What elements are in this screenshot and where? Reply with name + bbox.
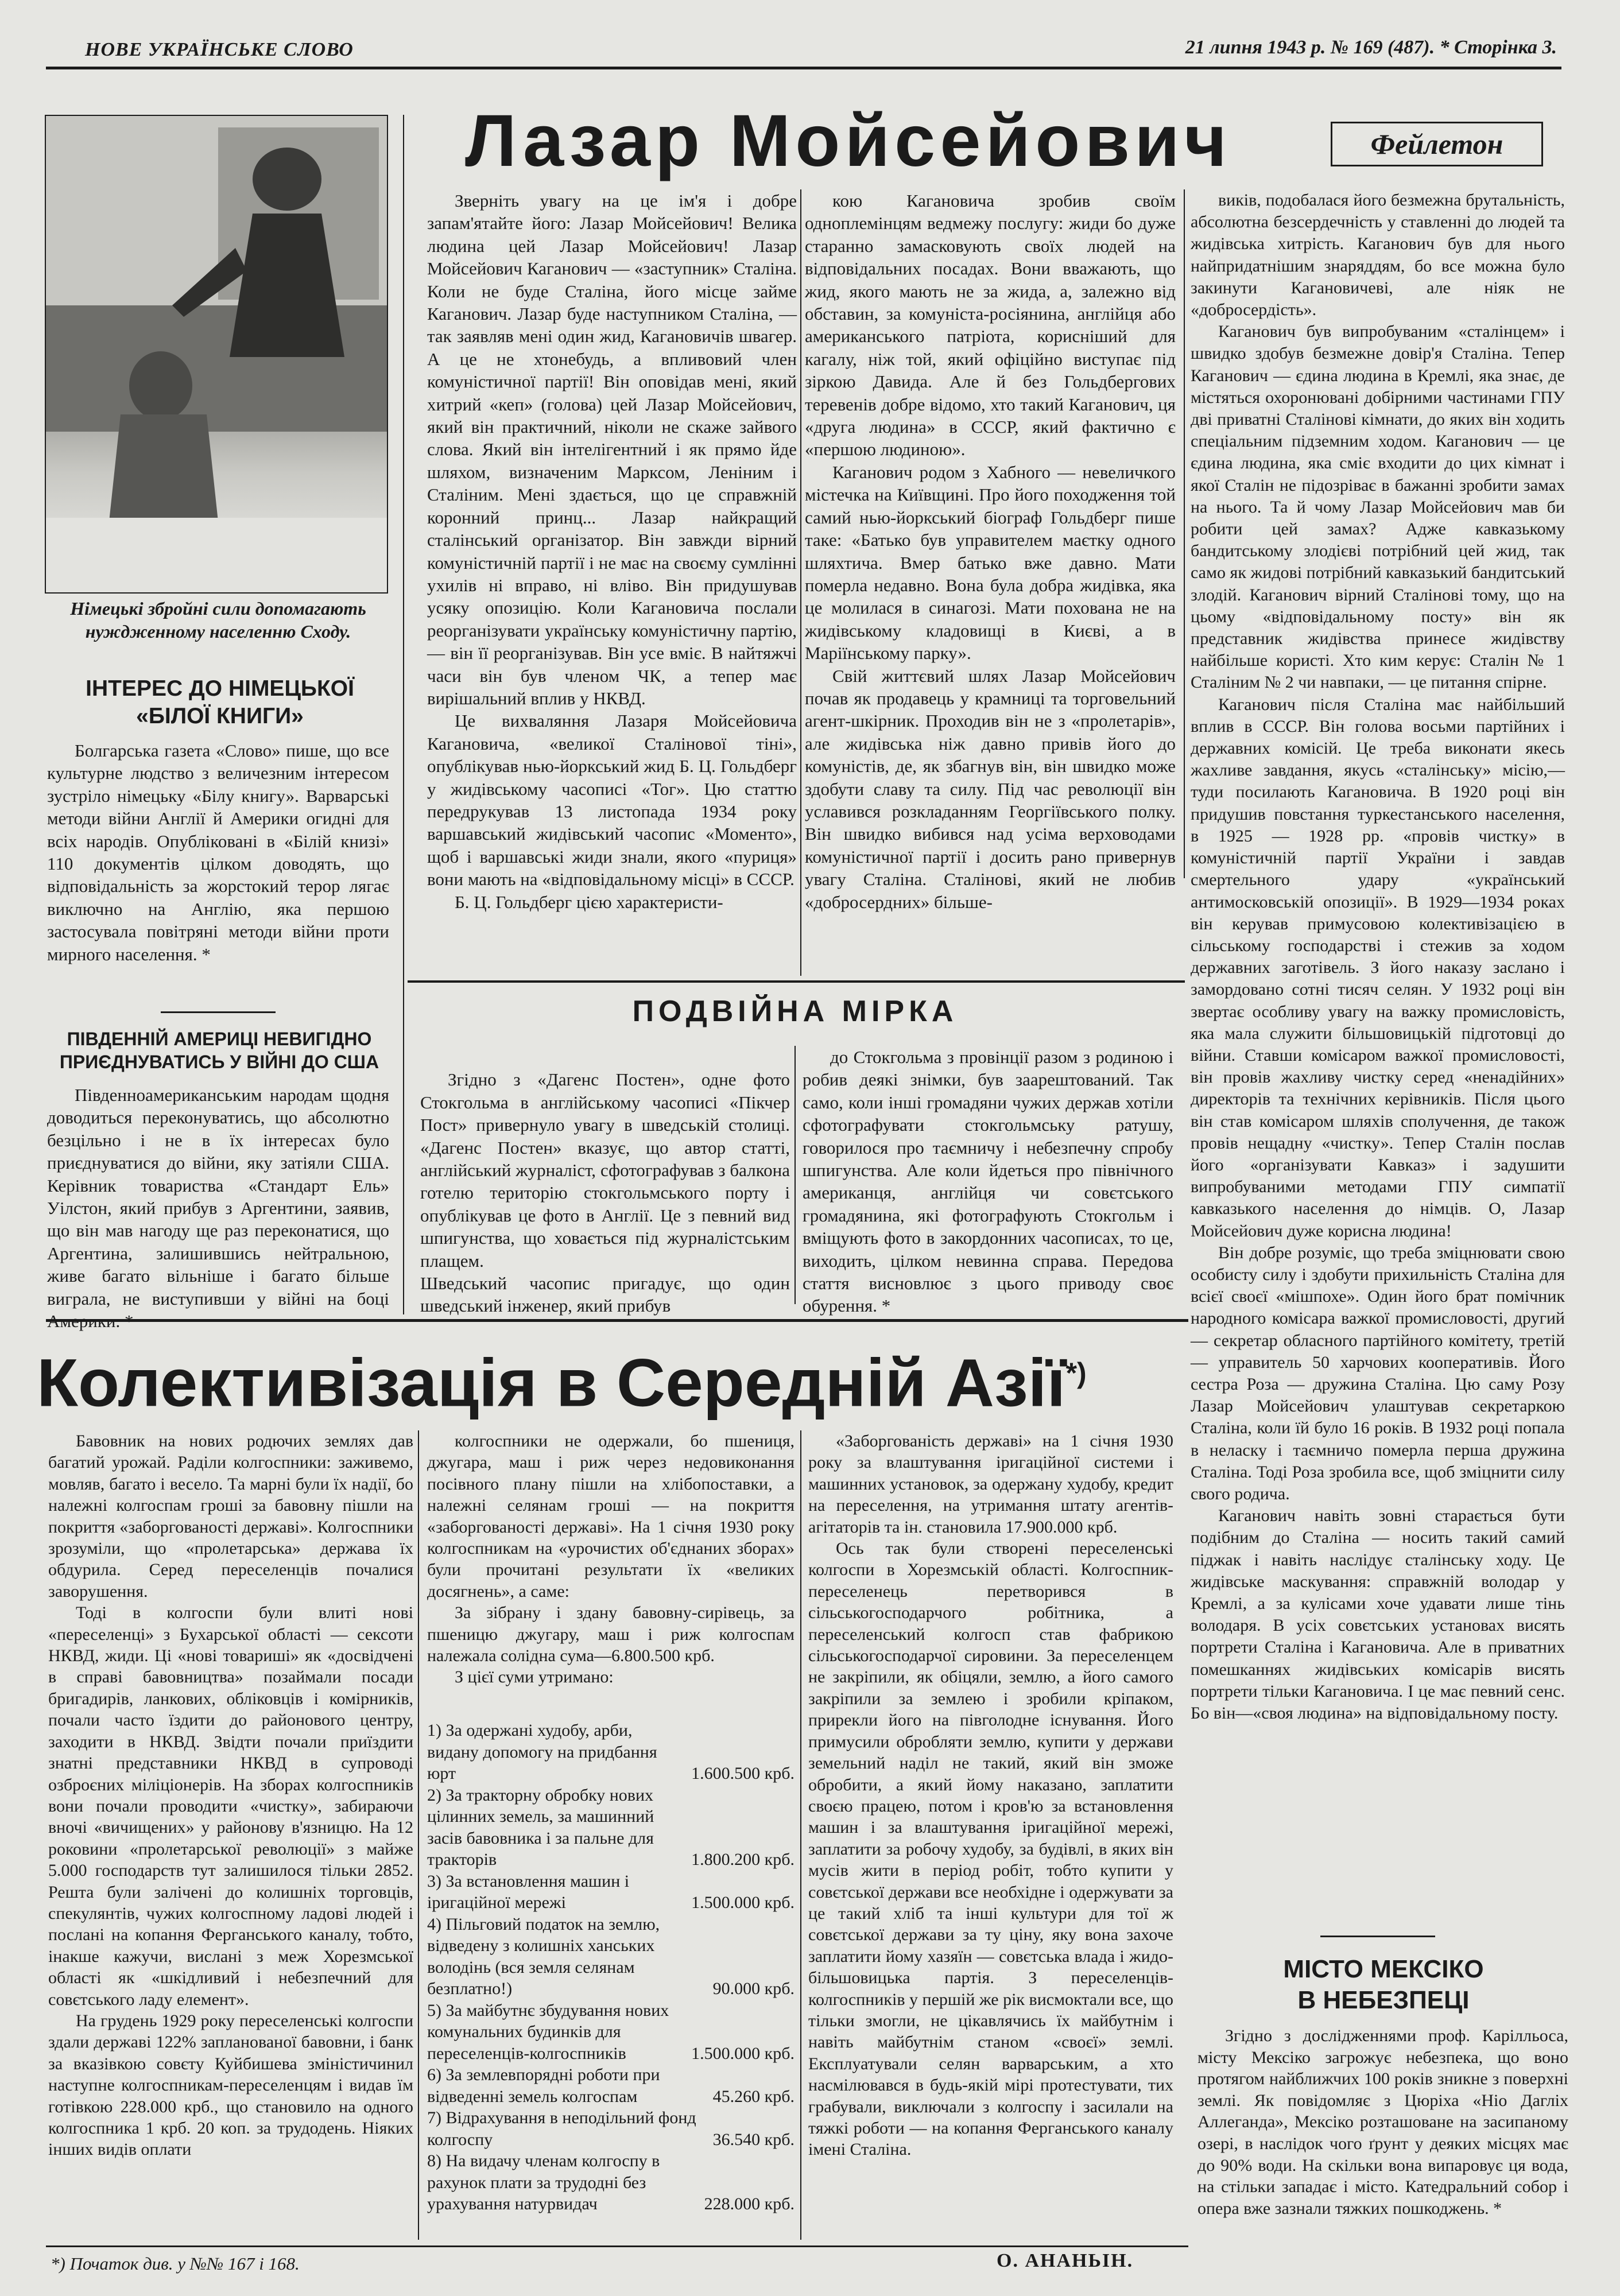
south-america-paragraph: Південноамериканським народам щодня доводиться переконуватись, що абсолютно безцільно і не в їх інтересах було приєднуватися до війни, яку затіяли США. Керівник товариства «Стандарт Ель» Уілстон, який прибув з Аргентини, заявив, що він мав нагоду ще раз переконатися, що Аргентина, залишившись нейтральною, живе багато вільніше і багато більше виграла, не виступивши у війні на боці (47, 1085, 389, 1309)
ledger-label: 5) За майбутнє збудування нових комунальних будинків для переселенців-колгоспників (427, 2000, 669, 2063)
feuilleton-paragraph: Свій життєвий шлях Лазар Мойсейович почав як продавець у крамниці та торговельний агент-шкірник. Проходив він не з «пролетарів», але жидівська ніж давно привів його до комуністів, де, як збагнув він, він швидко може здобути славу та силу. Під час революції він уславився розкладанням Георгіївського полку. Він швидко вибився над усіма верховодами комуністичної партії і досить рано привернув увагу Сталіна. Сталінові, який не любив «добросердних» більше- (805, 665, 1176, 912)
author: О. АНАНЬІН. (997, 2250, 1134, 2271)
feuilleton-col2 (805, 189, 1176, 913)
feuilleton-paragraph: Б. Ц. Гольдберг цією характеристи- (455, 891, 723, 912)
ledger-amount: 1.500.000 крб. (691, 2043, 795, 2063)
ledger-row (427, 1785, 795, 1871)
white-book-paragraph: Болгарська газета «Слово» пише, що все культурне людство з величезним інтересом зустріло німецьку «Білу книгу». Варварські методи війни Англії й Америки огидні для всіх народів. Опубліковані в «Білій книзі» 110 документів цілком доводять, що відповідальність за жорстокий терор лягає виключно на Англію, яка першою застосувала повітряні методи війни проти мирного населення. * (47, 740, 389, 964)
collectivization-paragraph: За зібрану і здану бавовну-сирівець, за пшеницю джугару, маш і риж колгоспам належала солідна сума—6.800.500 крб. (427, 1603, 795, 1666)
feuilleton-col3 (1191, 189, 1565, 1724)
ledger-row (427, 2000, 795, 2065)
ledger-amount: 90.000 крб. (712, 1979, 795, 1998)
section-rule (46, 1319, 1188, 1322)
divider (161, 1011, 276, 1013)
feuilleton-paragraph: Зверніть увагу на це ім'я і добре запам'ятайте його: Лазар Мойсейович! Велика людина цей Лазар Мойсейович! Лазар Мойсейович Каганович — «заступник» Сталіна. Коли не буде Сталіна, його місце займе Каганович. Лазар буде наступником Сталіна, — так заявляв мені один жид, Кагановичів швагер. А це не хтонебудь, а впливовий член комуністичної партії! Він оповідав мені, який хитрий «кеп» (голова) цей Лазар Мойсейович, який він практичний, ніколи не скаже зайвого слова. Який він інтелігентний і як прямо йде шляхом, визначеним Марксом, Леніним і Сталіним. Мені здається, що це справжній коронний принц... Лазар найкращий сталінський організатор. Він завжди вірний комуністичній партії і не має на своєму сумлінні ухилів ні вправо, ні вліво. Він придушував усяку опозицію. Коли Кагановича послали реорганізувати українську комуністичну партію, — він її реорганізував. Він усе вміє. В найтяжчі часи він був членом ЧК, а тепер має вирішальний вплив у НКВД. (427, 191, 797, 708)
divider (1320, 1936, 1435, 1937)
feuilleton-label: Фейлетон (1331, 122, 1543, 166)
mexico-paragraph: Згідно з дослідженнями проф. Карілльоса, місту Мексіко загрожує небезпека, що воно протягом найближчих 100 років зникне з поверхні землі. Як повідомляє з Цюріха «Ніо Дагліх Аллеганда», Мексіко розташоване на засипаному озері, в наслідок чого ґрунт у деяких місцях має до 90% води. На скільки вона випаровує ця вода, на стільки западає і місто. Катедральний собор і опера вже зазнали тяжких пошкоджень. * (1197, 2026, 1568, 2218)
ledger-row (427, 1871, 795, 1914)
column-rule (795, 1046, 796, 1304)
feuilleton-paragraph: виків, подобалася його безмежна брутальність, абсолютна безсердечність у ставленні до людей та жидівська хитрість. Каганович був для нього найпридатнішим знаряддям, бо все можна було закинути Кагановичеві, але ніяк не «добросердість». (1191, 191, 1565, 320)
ledger-amount: 1.500.000 крб. (691, 1893, 795, 1912)
south-america-title: ПІВДЕННІЙ АМЕРИЦІ НЕВИГІДНО ПРИЄДНУВАТИСЬ У ВІЙНІ ДО США (59, 1029, 379, 1072)
feuilleton-col1 (427, 189, 797, 913)
column-rule (1184, 189, 1185, 878)
ledger-row (427, 2150, 795, 2215)
header-rule (46, 67, 1561, 69)
collectivization-col1 (48, 1430, 413, 2161)
collectivization-paragraph: Ось так були створені переселенські колгоспи в Хорезмській області. Колгоспник-переселенець перетворився в сільськогосподарчого робітника, а переселенський колгосп став фабрикою сільськогосподарчої сировини. За переселенцем не закріпили, як обіцяли, землю, а його самого закріпили за землею і зробили кріпаком, прирекли його на півголодне існування. Його примусили обробляти землю, купити у держави земельний наділ не такий, який він зможе обробити, а який йому наказано, заплатити своєю працею, потом і кров'ю за встановлення машин і за влаштування іригаційної мережі, заплатити за робочу худобу, за будівлі, в яких він мусів жити в період робіт, тобто купити у совєтської держави все необхідне і одержувати за це такий хліб та інші культури для тої ж совєтської держави за ту ціну, яку вона захоче заплатити йому хазяїн — совєтська влада і жидо-більшовицька партія. З переселенців-колгоспників у першій же рік висмоктали все, що тільки змогли, не цікавлячись їх майбутнім і навіть майбутнім станом «своєї» землі. Експлуатували селян варварським, а хто насмілювався в будь-якій мірі протестувати, тих грабували, виключали з колгоспу і засилали на тяжкі роботи — на копання Ферганського каналу імені Сталіна. (808, 1539, 1173, 2159)
ledger-label: 2) За тракторну обробку нових цілинних земель, за машинний засів бавовника і за пальне для тракторів (427, 1785, 654, 1869)
masthead-right: 21 липня 1943 р. № 169 (487). * Сторінка 3. (1185, 37, 1557, 58)
section-rule (408, 980, 1185, 983)
ledger-label: 1) За одержані худобу, арби, видану допомогу на придбання юрт (427, 1721, 657, 1783)
feuilleton-paragraph: кою Кагановича зробив своїм одноплемінцям ведмежу послугу: жиди бо дуже старанно замасковують своїх людей на відповідальних посадах. Вони вважають, що жид, якого мають не за жида, а, залежно від обставин, за комуніста-росіянина, англійця або американського патріота, корисніший для кагалу, ніж той, який офіційно виступає під зіркою Давида. Але й без Гольдбергових теревенів добре відомо, хто такий Каганович, ця «друга людина» в СССР, який фактично є «першою людиною». (805, 191, 1176, 460)
ledger-label: 3) За встановлення машин і іригаційної мережі (427, 1871, 630, 1912)
feuilleton-paragraph: Каганович навіть зовні старається бути подібним до Сталіна — носить такий самий піджак і навіть наслідує сталінську ходу. Це жидівське маскування: справжній володар у Кремлі, а за кулісами хоче удавати лише тінь володаря. В усіх совєтських установах висять портрети Сталіна і Кагановича. Але в приватних помешканнях жидівських комісарів висять портрети тільки Кагановича. І це має певний сенс. Бо він—«своя людина» на відповідальному посту. (1191, 1506, 1565, 1723)
south-america-text (47, 1084, 389, 1332)
ledger-label: 7) Відрахування в неподільний фонд колгоспу (427, 2108, 696, 2149)
column-rule (800, 1430, 801, 2240)
collectivization-col3 (808, 1430, 1173, 2161)
feuilleton-paragraph: Каганович родом з Хабного — невеличкого містечка на Київщині. Про його походження той самий нью-йоркський біограф Гольдберг пише таке: «Батько був управителем маєтку одного шляхтича. Вмер батько вже давно. Мати померла недавно. Вона була добра жидівка, яка це молилася в синагозі. Мати похована не на жидівському кладовищі в Києві, а в Маріїнському парку». (805, 461, 1176, 664)
news-photo (45, 115, 388, 594)
ledger-amount: 45.260 крб. (712, 2086, 795, 2106)
collectivization-paragraph: З цієї суми утримано: (455, 1667, 614, 1687)
double-standard-paragraph: до Стокгольма з провінції разом з родиною і робив деякі знімки, був заарештований. Так само, коли інші громадяни чужих держав хотіли сфотографувати стокгольмську ратушу, говорилося про таємничу і небезпечну спробу шпигунства. Але коли йдеться про північного американця, англійця чи совєтського громадянина, які фотографують Стокгольм і вміщують фото в закордонних часописах, то це, виходить, цілком невинна справа. Передова стаття висновлює з цього приводу своє обурення. * (803, 1047, 1173, 1316)
feuilleton-paragraph: Це вихваляння Лазаря Мойсейовича Кагановича, «великої Сталінової тіні», опублікував нью-йоркський жид Б. Ц. Гольдберг у жидівському часописі «Тог». Цю статтю передрукував 13 листопада 1934 року варшавський жидівський часопис «Моменто», щоб і варшавські жиди знали, якого «пуриця» вони мають на «відповідальному місці» в СССР. (427, 711, 797, 890)
collectivization-col2 (427, 1430, 795, 1688)
column-rule (800, 189, 801, 976)
ledger-label: 6) За землевпорядні роботи при відведенні земель колгоспам (427, 2065, 660, 2106)
deductions-ledger (427, 1720, 795, 2215)
column-rule (418, 1430, 419, 2240)
ledger-label: 4) Пільговий податок на землю, відведену з колишніх ханських володінь (вся земля селянам безплатно!) (427, 1914, 660, 1998)
mexico-title (1194, 1954, 1573, 2016)
collectivization-paragraph: Тоді в колгоспи були влиті нові «переселенці» з Бухарської області — сексоти НКВД, жиди. Ці «нові товариші» як «досвідчені в справі бавовництва» позаймали посади бригадирів, ланкових, обліковців і комірників, почали часто їздити до районового центру, заходити в НКВД. Звідти почали приїздити знатні представники НКВД в супроводі озброєних міліціонерів. На зборах колгоспників вони почали проводити «чистку», забираючи вночі «вичищених» у районову в'язницю. На 12 роковини «пролетарської революції» з майже 5.000 господарств тут залишилося тільки 2852. Решта були залічені до колишніх торговців, спекулянтів, чужих колгоспному ладові людей і послані на копання Ферганського каналу, тобто, інакше кажучи, вислані з меж Хорезмської області як «шкідливий і небезпечний для совєтського ладу елемент». (48, 1603, 413, 2009)
feuilleton-paragraph: Каганович після Сталіна має найбільший вплив в СССР. Він голова восьми партійних і державних комісій. Це треба виконати якесь жахливе завдання, якусь «сталінську» місію,—туди посилають Кагановича. В 1920 році він придушив повстання туркестанського населення, в 1925 — 1928 рр. «провів чистку» в комуністичній партії України і завдав смертельного удару «український антимосковській опозиції». В 1929—1934 роках він керував примусовою колективізацією в сільському господарстві і стежив за ходом державних заготівель. З його наказу заслано і замордовано сотні тисяч селян. У 1932 році він звертає особливу увагу на важку промисловість, яка мала служити більшовицькій підготовці до війни. Ставши комісаром важкої промисловості, він провів жахливу чистку серед «ненадійних» директорів та технічних керівників. Після цього він став комісаром шляхів сполучення, де також провів нещадну «чистку». Тепер Сталін послав його «організувати Кавказ» і задушити випробуваними методами ГПУ симпатії кавказького населення до німців. О, Лазар Мойсейович дуже корисна людина! (1191, 695, 1565, 1240)
column-rule (403, 115, 404, 1314)
feuilleton-title: Лазар Мойсейович (465, 100, 1232, 182)
photo-caption: Німецькі збройні сили допомагають нуждженному населенню Сходу. (70, 598, 366, 642)
ledger-row (427, 1914, 795, 2000)
collectivization-title (37, 1333, 1185, 1423)
ledger-amount: 1.600.500 крб. (691, 1764, 795, 1783)
masthead-left: НОВЕ УКРАЇНСЬКЕ СЛОВО (85, 39, 354, 60)
double-standard-title: ПОДВІЙНА МІРКА (632, 995, 958, 1028)
white-book-title: ІНТЕРЕС ДО НІМЕЦЬКОЇ «БІЛОЇ КНИГИ» (86, 676, 354, 728)
collectivization-paragraph: колгоспники не одержали, бо пшениця, джугара, маш і риж через недовиконання посівного плану пішли на хлібопоставки, а належні селянам гроші — на покриття «заборгованості державі». На 1 січня 1930 року колгоспникам на «урочистих об'єднаних зборах» були прочитані результати їх «великих досягнень», а саме: (427, 1432, 795, 1601)
section-rule (46, 2245, 1188, 2247)
collectivization-paragraph: Бавовник на нових родючих землях дав багатий урожай. Раділи колгоспники: заживемо, мовляв, багато і весело. Та марні були їх надії, бо належні колгоспам гроші за бавовну пішли на покриття «заборгованості державі». Колгоспники зрозуміли, що «пролетарська» держава їх обдурила. Серед переселенців почалися заворушення. (48, 1432, 413, 1601)
ledger-row (427, 2107, 795, 2150)
double-standard-paragraph: Згідно з «Дагенс Постен», одне фото Стокгольма в англійському часописі «Пікчер Пост» привернуло увагу в шведській столиці. «Дагенс Постен» вказує, що автор статті, англійський журналіст, сфотографував з балкона готелю територію стокгольмського порту і опублікував це фото в Англії. Це з певний вид шпигунства, що ховається під журналістським плащем. Шведський часопис пригадує, що один шведський інженер, який прибув (420, 1069, 790, 1316)
double-standard-col2 (803, 1046, 1173, 1317)
mexico-title-line: МІСТО МЕКСІКО (1283, 1955, 1484, 1983)
mexico-title-line: В НЕБЕЗПЕЦІ (1297, 1986, 1470, 2014)
collectivization-title-text: Колективізація в Середній Азії (37, 1345, 1066, 1421)
ledger-row (427, 1720, 795, 1785)
white-book-text (47, 739, 389, 965)
collectivization-title-mark: *) (1065, 1357, 1087, 1389)
ledger-amount: 228.000 крб. (704, 2194, 795, 2213)
collectivization-paragraph: На грудень 1929 року переселенські колгоспи здали державі 122% запланованої бавовни, і банк за вказівкою совєту Куйбишева зміністичинил наступне колгоспникам-переселенцям і видав їм готівкою 228.000 крб., що становило на одного колгоспника 1 крб. 20 коп. за трудодень. Ніяких інших видів оплати (48, 2011, 413, 2159)
ledger-label: 8) На видачу членам колгоспу в рахунок плати за трудодні без урахування натурвидач (427, 2151, 660, 2213)
feuilleton-paragraph: Каганович був випробуваним «сталінцем» і швидко здобув безмежне довір'я Сталіна. Тепер Каганович — єдина людина в Кремлі, яка знає, де містяться охоронювані добірними частинами ГПУ дві приватні Сталінові кімнати, до яких він ходить спеціальним підземним ходом. Каганович — це єдина людина, яка сміє входити до цих кімнат і якої Сталін не підозріває в бажанні зробити замах на нього. Та й чому Лазар Мойсейович мав би робити цей замах? Адже кавказькому бандитському злодієві потрібний цей жид, так само як жидові потрібний кавказький бандитський злодій. Каганович вірний Сталінові тому, що на цьому «відповідальному посту» він як представник жидівства принесе жидівству найбільше користі. Хто ким керує: Сталін № 1 Сталіним № 2 чи навпаки, — це питання спірне. (1191, 322, 1565, 692)
ledger-row (427, 2064, 795, 2107)
mexico-text (1197, 2025, 1568, 2219)
footnote: *) Початок див. у №№ 167 і 168. (51, 2254, 300, 2274)
double-standard-col1 (420, 1046, 790, 1340)
collectivization-paragraph: «Заборгованість державі» на 1 січня 1930 року за влаштування іригаційної системи і машинних установок, за одержану худобу, кредит на переселення, на утримання штату агентів-агітаторів та ін. становила 17.900.000 крб. (808, 1432, 1173, 1537)
ledger-amount: 36.540 крб. (712, 2130, 795, 2149)
feuilleton-paragraph: Він добре розуміє, що треба зміцнювати свою особисту силу і здобути прихильність Сталіна для всієї своєї «мішпохе». Один його брат помічник народного комісара важкої промисловості, другий — секретар обласного партійного комітету, третій — управитель 50 харчових кооперативів. Його сестра Роза — дружина Сталіна. Цю саму Розу Лазар Мойсейович улаштував секретаркою Сталіна, коли їй було 16 років. В 1932 році попала в неласку і таємничо померла перша дружина Сталіна. Тоді Роза зробила все, щоб зміцнити силу свого родича. (1191, 1243, 1565, 1503)
ledger-amount: 1.800.200 крб. (691, 1850, 795, 1869)
